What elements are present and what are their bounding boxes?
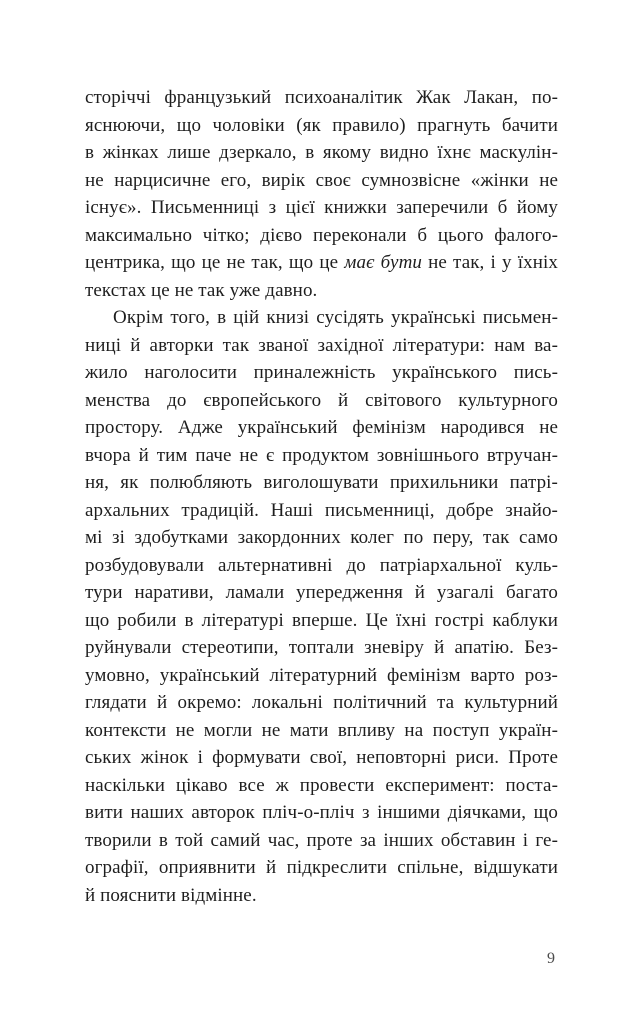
text-line: контексти не могли не мати впливу на поступ україн- — [85, 719, 558, 741]
body-text — [85, 84, 558, 909]
text-line: наскільки цікаво все ж провести експеримент: поста- — [85, 774, 558, 796]
text-line: ографії, оприявнити й підкреслити спільне, відшукати — [85, 857, 558, 878]
text-segment: не так, і у їхніх — [422, 252, 558, 273]
text-line: глядати й окремо: локальні політичний та культурний — [85, 692, 558, 713]
text-line: ських жінок і формувати свої, неповторні риси. Проте — [85, 747, 558, 768]
text-line: вити наших авторок пліч-о-пліч з іншими діячками, що — [85, 802, 558, 823]
text-line: ня, як полюбляють виголошувати прихильники патрі- — [85, 472, 558, 493]
text-line: яснюючи, що чоловіки (як правило) прагнуть бачити — [85, 114, 558, 136]
text-line: умовно, український літературний фемінізм варто роз- — [85, 664, 558, 686]
page-number: 9 — [547, 950, 555, 967]
text-line: розбудовували альтернативні до патріархальної куль- — [85, 554, 558, 576]
text-line: сторіччі французький психоаналітик Жак Лакан, по- — [85, 87, 558, 108]
paragraph-last-line: текстах це не так уже давно. — [85, 279, 318, 301]
text-line: менства до європейського й світового культурного — [85, 389, 558, 411]
text-line: простору. Адже український фемінізм народився не — [85, 417, 558, 438]
text-line: мі зі здобутками закордонних колег по перу, так само — [85, 527, 558, 548]
text-line: в жінках лише дзеркало, в якому видно їхнє маскулін- — [85, 142, 558, 163]
text-line: існує». Письменниці з цієї книжки заперечили б йому — [85, 197, 558, 218]
text-line: тури наративи, ламали упередження й узагалі багато — [85, 582, 558, 603]
text-line: що робили в літературі вперше. Це їхні гострі каблуки — [85, 609, 558, 631]
text-segment: центрика, що це не так, що це — [85, 252, 345, 273]
text-line: руйнували стереотипи, топтали зневіру й апатію. Без- — [85, 637, 558, 658]
text-line: не нарцисичне его, вирік своє сумнозвісне «жінки не — [85, 169, 558, 191]
text-line: архальних традицій. Наші письменниці, добре знайо- — [85, 499, 558, 521]
text-line: максимально чітко; дієво переконали б цього фалого- — [85, 224, 558, 246]
paragraph-first-line: Окрім того, в цій книзі сусідять українські письмен- — [113, 307, 558, 328]
italic-phrase: має бути — [344, 252, 422, 273]
paragraph-last-line: й пояснити відмінне. — [85, 884, 257, 906]
text-line: ниці й авторки так званої західної літератури: нам ва- — [85, 334, 558, 356]
text-line: творили в той самий час, проте за інших обставин і ге- — [85, 829, 558, 851]
text-line-with-italic — [85, 249, 558, 277]
text-line: жило наголосити приналежність українського пись- — [85, 362, 558, 383]
text-line: вчора й тим паче не є продуктом зовнішнього втручан- — [85, 444, 558, 466]
